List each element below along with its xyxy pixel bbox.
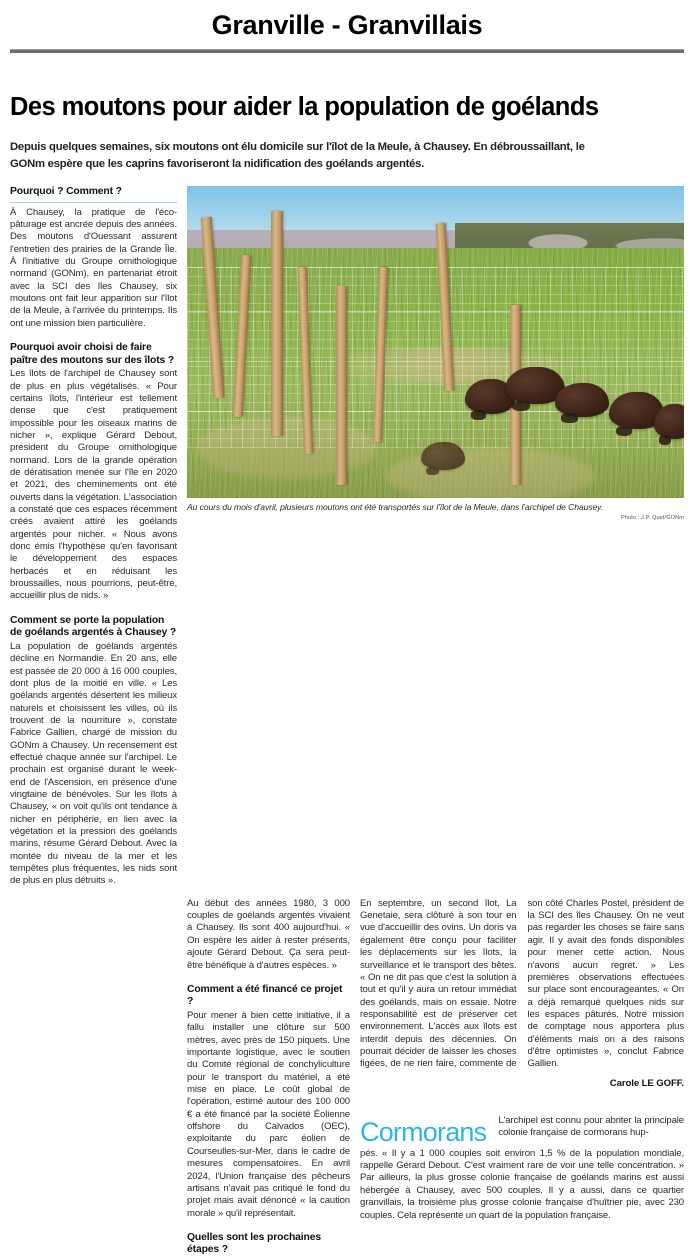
cormorans-box [360, 1115, 684, 1222]
lower-columns [10, 898, 684, 1258]
cormorans-intro: L'archipel est connu pour abriter la principale colonie française de cormorans hup- [498, 1114, 684, 1138]
column-3-4 [360, 898, 684, 1222]
column-1-top [10, 186, 177, 888]
top-section [10, 186, 684, 888]
article-photo [187, 186, 684, 498]
section-body-comment-porte-part2: Au début des années 1980, 3 000 couples de goélands argentés vivaient à Chausey. Ils sont 400 aujourd'hui. « On espère les aider à rester présents, ajoute Gérard Debout. Ça sera peut-être bénéfique à d'autres espèces. » [187, 897, 350, 971]
photo-credit: Photo : J.P. Quet/GONm [620, 514, 684, 521]
section-body-pourquoi-paitre: Les îlots de l'archipel de Chausey sont de plus en plus végétalisés. « Pour certains îlots, l'intérieur est tellement dense que c'est pratiquement impossible pour les oiseaux marins de nicher », explique Gérard Debout, président du Groupe ornithologique normand. Lors de la grande opération de dératisation menée sur l'île en 2020 et 2021, des cheminements ont été ouverts dans la végétation. L'association a constaté que ces espaces récemment créés avaient attiré les goélands argentés pour nicher. « Nous avons donc émis l'hypothèse qu'en favorisant le développement des espaces herbacés et en réduisant les broussailles, nous pourrions, peut-être, accueillir plus de nids. » [10, 368, 177, 602]
section-body-pourquoi-comment: À Chausey, la pratique de l'éco-pâturage est ancrée depuis des années. Des moutons d'Ouessant assurent l'entretien des prairies de la Grande Île. À l'initiative du Groupe ornithologique normand (GONm), en partenariat étroit avec la SCI des îles Chausey, six moutons ont fait leur apparition sur l'îlot de la Meule, à l'arrivée du printemps. Ils ont une mission bien particulière. [10, 206, 177, 329]
section-heading-pourquoi-paitre: Pourquoi avoir choisi de faire paître des moutons sur des îlots ? [10, 342, 175, 366]
article-byline: Carole LE GOFF. [609, 1077, 684, 1089]
section-heading-pourquoi-comment: Pourquoi ? Comment ? [10, 186, 177, 203]
section-body-comment-finance: Pour mener à bien cette initiative, il a fallu installer une clôture sur 500 mètres, avec près de 150 piquets. Une importante logistique, avec le soutien du Comité régional de conchyliculture pour le transport du matériel, a été mise en place. Le coût global de l'opération, estimé autour des 100 000 € a été financé par la société Éolienne offshore du Calvados (OEC), exploitante du parc éolien de Courseulles-sur-Mer, dans le cadre de mesures compensatoires. En avril 2024, l'Union française des pêcheurs artisans n'avait pas critiqué le fond du projet mais avait dénoncé « la caution morale » qu'il représentait. [187, 1010, 350, 1219]
section-heading-comment-finance: Comment a été financé ce projet ? [187, 983, 343, 1008]
photo-block [187, 186, 684, 521]
section-heading-comment-porte: Comment se porte la population de goélands argentés à Chausey ? [10, 614, 177, 639]
photo-fence-wire [187, 361, 684, 362]
cormorans-title: Cormorans [360, 1116, 487, 1147]
article-headline: Des moutons pour aider la population de goélands [10, 93, 599, 122]
section-body-comment-porte: La population de goélands argentés décline en Normandie. En 20 ans, elle est passée de 20 000 à 16 000 couples, dont plus de la moitié en ville. « Les goélands argentés désertent les milieux naturels et choisissent les villes, où ils trouvent de la nourriture », constate Fabrice Gallien, chargé de mission du GONm à Chausey. Un recensement est effectué chaque année sur l'archipel. Le prochain est organisé durant le week-end de l'Ascension, en présence d'une vingtaine de bénévoles. Sur les îlots à Chausey, « on voit qu'ils ont tendance à nicher en périphérie, en lien avec la végétation et la pression des goélands marins, résume Gérard Debout. Avec la montée du niveau de la mer et les tempêtes plus fréquentes, les nids sont de plus en plus détruits ». [10, 640, 177, 887]
photo-dry-patch [386, 448, 595, 498]
photo-fence-wire [187, 311, 684, 312]
cormorans-header [360, 1115, 684, 1147]
photo-sheep [555, 383, 610, 417]
masthead-title: Granville - Granvillais [211, 10, 483, 40]
masthead [10, 0, 684, 42]
photo-fence-post [336, 286, 346, 486]
photo-fence-wire [187, 267, 684, 268]
headline-block [10, 53, 684, 172]
photo-sheep [421, 442, 466, 470]
photo-caption: Au cours du mois d'avril, plusieurs moutons ont été transportés sur l'îlot de la Meule, dans l'archipel de Chausey. [187, 501, 604, 512]
section-heading-prochaines-etapes: Quelles sont les prochaines étapes ? [187, 1231, 321, 1256]
section-body-prochaines-etapes: En septembre, un second îlot, La Genetaie, sera clôturé à son tour en vue d'accueillir des ovins. Un doris va également être conçu pour faciliter les déplacements sur les îlots, la surveillance et le transport des bêtes. « On ne dit pas que c'est la solution à tout et qu'il y aura un retour immédiat des goélands, mais on essaie. Notre responsabilité est de préserver cet environnement. L'accès aux îlots est interdit depuis des décennies. On pourrait décider de laisser les choses figées, de ne rien faire, commente de son côté Charles Postel, président de la SCI des îles Chausey. On ne veut pas regarder les choses se faire sans agir. Il y avait des fonds disponibles pour mener cette action. Nous n'avons aucun regret. » Les premières observations effectuées sur place sont encourageantes. « On a déjà remarqué quelques nids sur les espaces pâturés. Notre mission de comptage nous apportera plus d'éléments mais on a des raisons d'être optimistes », conclut Fabrice Gallien. [360, 897, 684, 1070]
photo-fence-post [271, 211, 283, 436]
photo-sheep [654, 404, 684, 438]
column-2 [187, 898, 350, 1258]
photo-fence-mesh [187, 267, 684, 448]
cormorans-body: pés. « Il y a 1 000 couples soit environ 1,5 % de la population mondiale, rappelle Gérard Debout. C'est vraiment rare de voir une telle concentration. » Par ailleurs, la plus grosse colonie française de goélands marins est aussi hébergée à Chausey, avec 500 couples. Il y a aussi, dans ce quartier granvillais, la troisième plus grosse colonie française d'huîtrier pie, avec 230 couples. Cela représente un quart de la population française. [360, 1147, 684, 1221]
article-standfirst: Depuis quelques semaines, six moutons ont élu domicile sur l'îlot de la Meule, à Chausey. En débroussaillant, le GONm espère que les caprins favoriseront la nidification des goélands argentés. [10, 141, 585, 170]
